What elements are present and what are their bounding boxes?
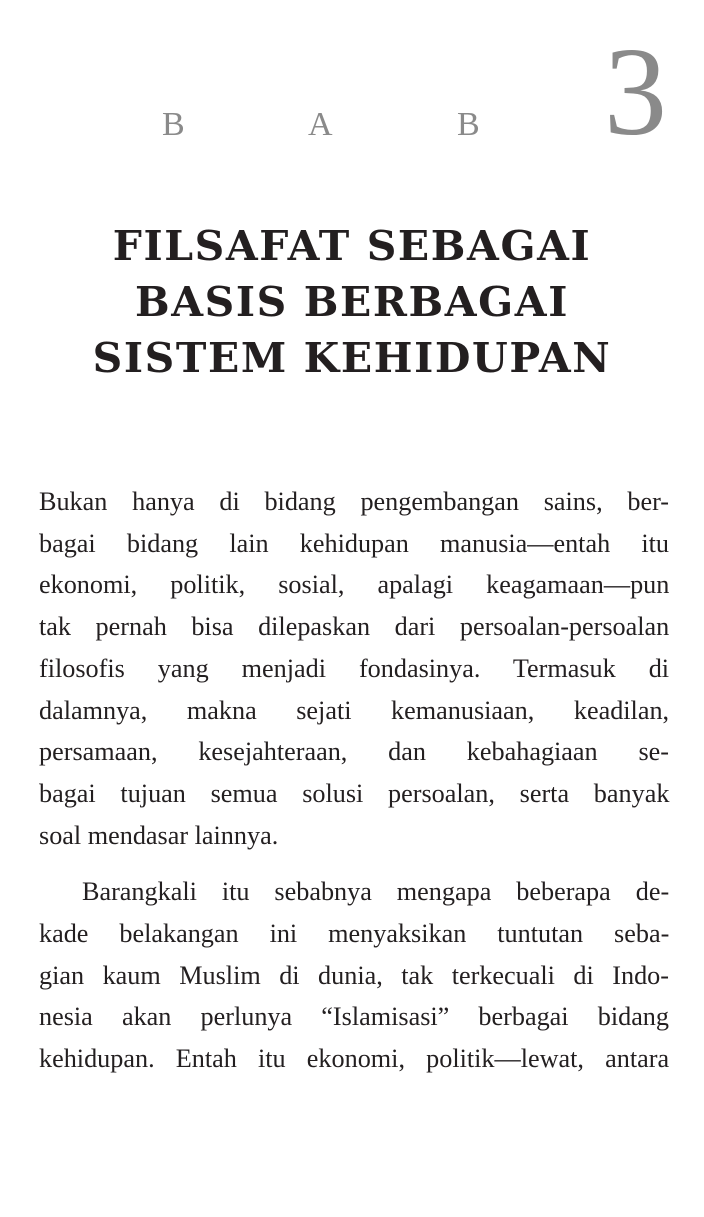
text-line: nesia akan perlunya “Islamisasi” berbagai bidang bbox=[39, 1002, 669, 1032]
text-line: ekonomi, politik, sosial, apalagi keagamaan—pun bbox=[39, 570, 670, 600]
text-line: Barangkali itu sebabnya mengapa beberapa de- bbox=[82, 877, 670, 907]
chapter-title bbox=[60, 218, 644, 386]
text-line: Bukan hanya di bidang pengembangan sains, ber- bbox=[39, 487, 669, 516]
paragraph-1 bbox=[39, 481, 669, 856]
text-line: gian kaum Muslim di dunia, tak terkecuali di Indo- bbox=[39, 960, 669, 990]
text-line: kade belakangan ini menyaksikan tuntutan seba- bbox=[39, 919, 670, 949]
chapter-header bbox=[0, 0, 704, 160]
text-line: filosofis yang menjadi fondasinya. Termasuk di bbox=[39, 653, 670, 683]
chapter-title-line: FILSAFAT SEBAGAI bbox=[112, 222, 592, 270]
body-text bbox=[39, 481, 669, 1080]
chapter-title-line: BASIS BERBAGAI bbox=[135, 278, 569, 326]
text-line: tak pernah bisa dilepaskan dari persoalan-persoalan bbox=[39, 612, 670, 642]
text-line: bagai bidang lain kehidupan manusia—entah itu bbox=[39, 528, 669, 558]
chapter-label-letter-b: B bbox=[162, 106, 185, 143]
text-line: bagai tujuan semua solusi persoalan, serta banyak bbox=[39, 778, 670, 808]
text-line: dalamnya, makna sejati kemanusiaan, keadilan, bbox=[39, 695, 670, 725]
paragraph-2 bbox=[39, 871, 669, 1080]
text-line: persamaan, kesejahteraan, dan kebahagiaan se- bbox=[39, 737, 669, 767]
chapter-title-line: SISTEM KEHIDUPAN bbox=[92, 334, 612, 382]
chapter-label-letter-b-2: B bbox=[457, 106, 480, 143]
text-line: soal mendasar lainnya. bbox=[39, 820, 279, 850]
chapter-label-letter-a: A bbox=[308, 106, 333, 143]
chapter-number: 3 bbox=[604, 23, 667, 162]
text-line: kehidupan. Entah itu ekonomi, politik—lewat, antara bbox=[39, 1044, 670, 1074]
